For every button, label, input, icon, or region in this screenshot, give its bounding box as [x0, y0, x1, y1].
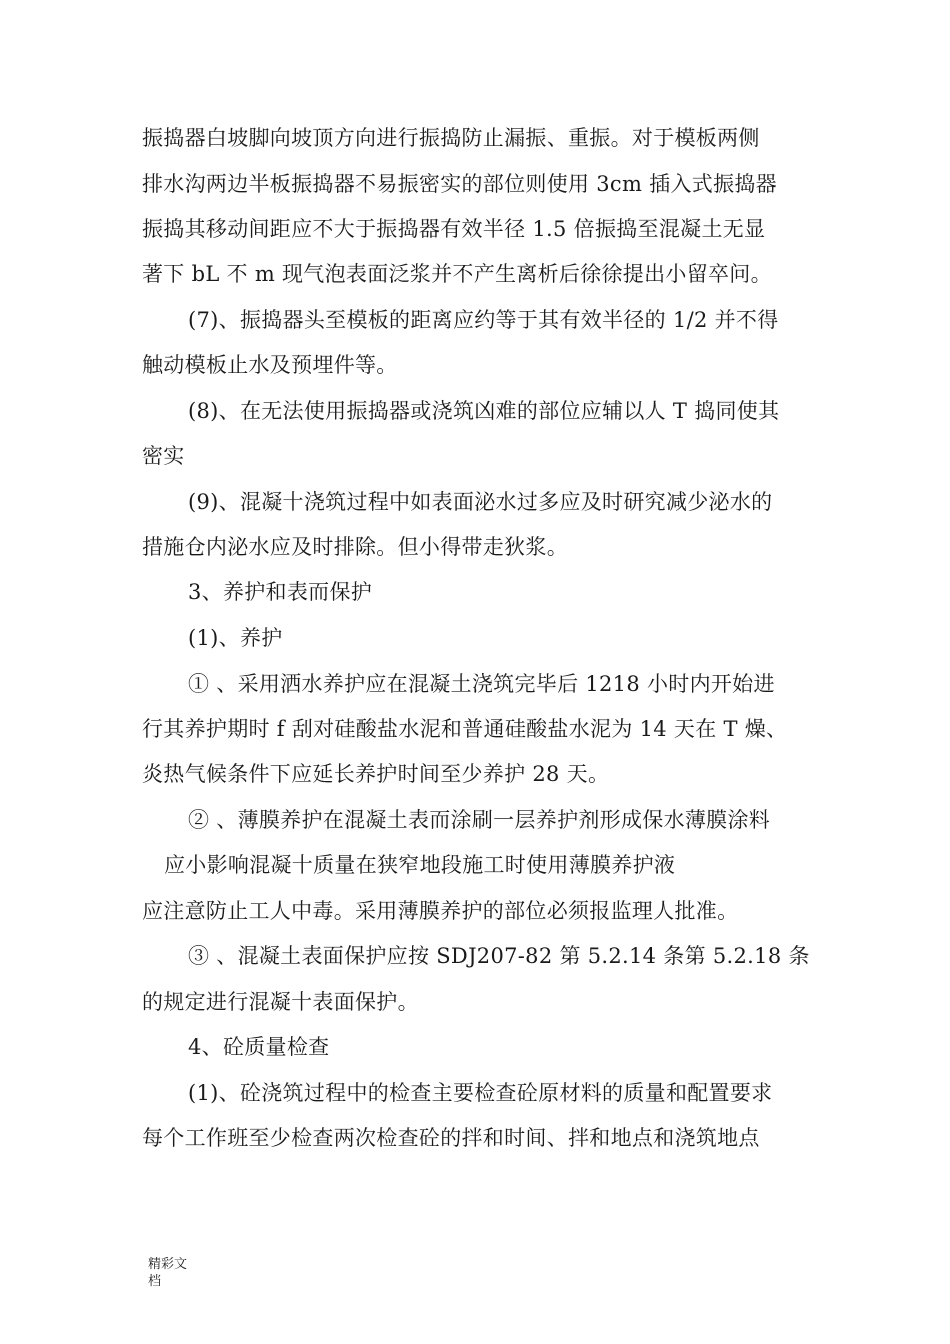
body-text-line-8: 密实: [142, 444, 185, 468]
body-text-line-5: (7)、振捣器头至模板的距离应约等于其有效半径的 1/2 并不得: [188, 308, 779, 332]
body-text-line-23: 每个工作班至少检查两次检查砼的拌和时间、拌和地点和浇筑地点: [142, 1126, 760, 1150]
body-text-line-6: 触动模板止水及预埋件等。: [142, 353, 398, 377]
body-text-line-9: (9)、混凝十浇筑过程中如表面泌水过多应及时研究减少泌水的: [188, 490, 773, 514]
body-text-line-20: 的规定进行混凝十表面保护。: [142, 990, 419, 1014]
body-text-line-2: 排水沟两边半板振捣器不易振密实的部位则使用 3cm 插入式振捣器: [142, 172, 777, 196]
body-text-line-18: 应注意防止工人中毒。采用薄膜养护的部位必须报监理人批准。: [142, 899, 739, 923]
section-heading-curing: 3、养护和表而保护: [188, 580, 373, 604]
footer-line-2: 档: [148, 1274, 162, 1289]
footer-line-1: 精彩文: [148, 1257, 188, 1272]
body-text-line-7: (8)、在无法使用振捣器或浇筑凶难的部位应辅以人 T 捣同使其: [188, 399, 780, 423]
body-text-line-13: ① 、采用洒水养护应在混凝土浇筑完毕后 1218 小时内开始进: [188, 672, 775, 696]
body-text-line-16: ② 、薄膜养护在混凝土表而涂刷一层养护剂形成保水薄膜涂料: [188, 808, 771, 832]
subheading-curing: (1)、养护: [188, 626, 283, 650]
body-text-line-14: 行其养护期时 f 刮对硅酸盐水泥和普通硅酸盐水泥为 14 天在 T 燥、: [142, 717, 788, 741]
body-text-line-4: 著下 bL 不 m 现气泡表面泛浆并不产生离析后徐徐提出小留卒问。: [142, 262, 772, 286]
body-text-line-15: 炎热气候条件下应延长养护时间至少养护 28 天。: [142, 762, 610, 786]
body-text-line-22: (1)、砼浇筑过程中的检查主要检查砼原材料的质量和配置要求: [188, 1081, 773, 1105]
body-text-line-1: 振捣器白坡脚向坡顶方向进行振捣防止漏振、重振。对于模板两侧: [142, 126, 760, 150]
section-heading-quality-check: 4、砼质量检查: [188, 1035, 330, 1059]
footer-watermark: [148, 1256, 208, 1290]
body-text-line-17: 应小影响混凝十质量在狭窄地段施工时使用薄膜养护液: [164, 853, 676, 877]
body-text-line-3: 振捣其移动间距应不大于振捣器有效半径 1.5 倍振捣至混凝土无显: [142, 217, 766, 241]
body-text-line-10: 措施仓内泌水应及时排除。但小得带走狄浆。: [142, 535, 568, 559]
body-text-line-19: ③ 、混凝土表面保护应按 SDJ207-82 第 5.2.14 条第 5.2.18 条: [188, 944, 810, 968]
